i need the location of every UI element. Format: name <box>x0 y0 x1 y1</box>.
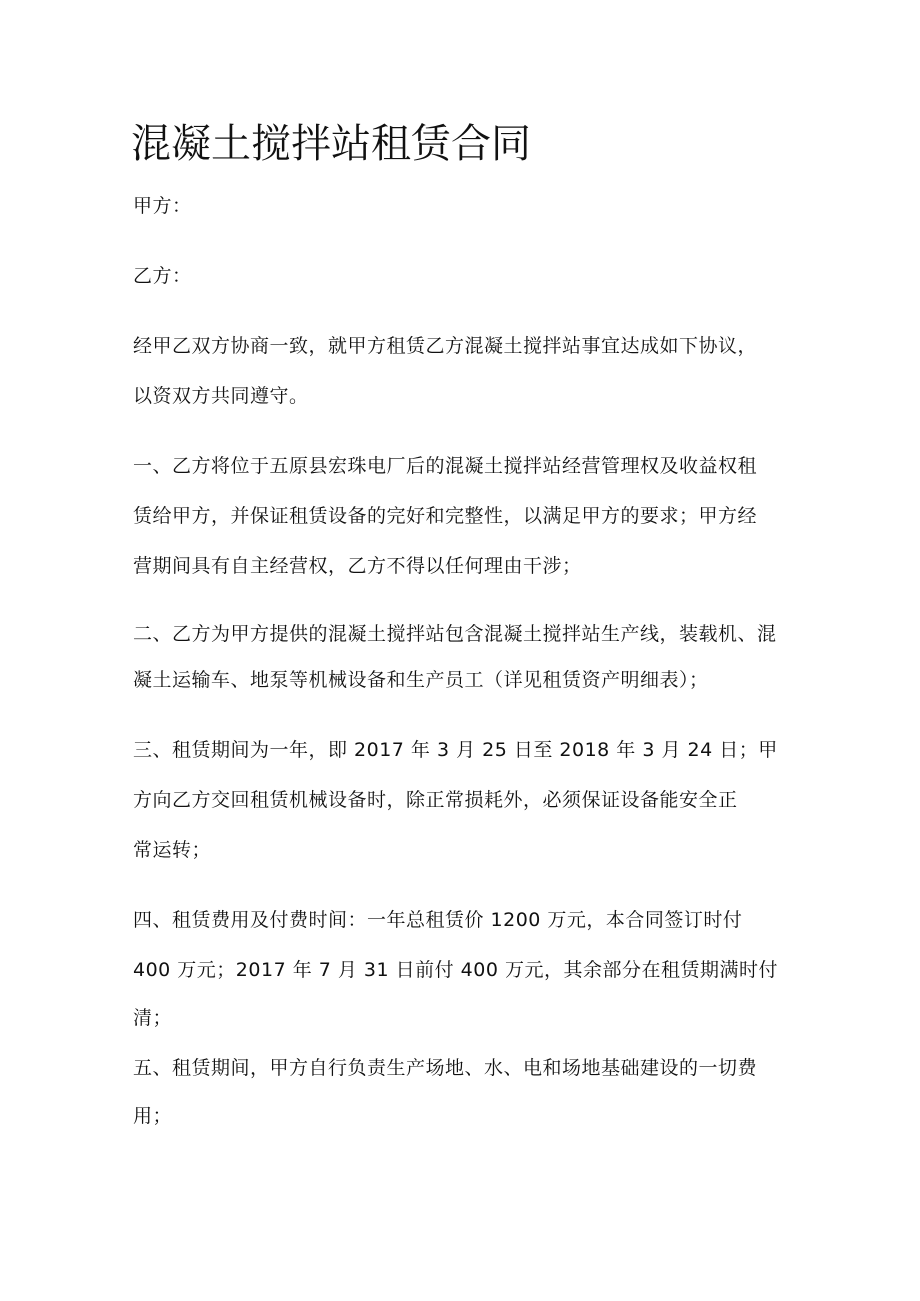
clause-1-line-2: 赁给甲方，并保证租赁设备的完好和完整性，以满足甲方的要求；甲方经 <box>133 505 758 527</box>
clause-2-line-2: 凝土运输车、地泵等机械设备和生产员工（详见租赁资产明细表）； <box>133 669 709 691</box>
clause-1-line-1: 一、乙方将位于五原县宏珠电厂后的混凝土搅拌站经营管理权及收益权租 <box>133 455 758 477</box>
clause-2-line-1: 二、乙方为甲方提供的混凝土搅拌站包含混凝土搅拌站生产线，装载机、混 <box>133 623 777 645</box>
clause-4-line-2: 400 万元；2017 年 7 月 31 日前付 400 万元，其余部分在租赁期满时付 <box>133 959 778 981</box>
clause-3-line-1: 三、租赁期间为一年，即 2017 年 3 月 25 日至 2018 年 3 月 24 日；甲 <box>133 739 778 761</box>
clause-5-line-2: 用； <box>133 1105 173 1127</box>
intro-line-2: 以资双方共同遵守。 <box>133 385 309 407</box>
document-title: 混凝土搅拌站租赁合同 <box>131 121 531 167</box>
intro-line-1: 经甲乙双方协商一致，就甲方租赁乙方混凝土搅拌站事宜达成如下协议， <box>133 335 758 357</box>
clause-4-line-3: 清； <box>133 1007 173 1029</box>
clause-1-line-3: 营期间具有自主经营权，乙方不得以任何理由干涉； <box>133 555 582 577</box>
clause-3-line-3: 常运转； <box>133 839 212 861</box>
clause-5-line-1: 五、租赁期间，甲方自行负责生产场地、水、电和场地基础建设的一切费 <box>133 1057 758 1079</box>
clause-3-line-2: 方向乙方交回租赁机械设备时，除正常损耗外，必须保证设备能安全正 <box>133 789 738 811</box>
clause-4-line-1: 四、租赁费用及付费时间：一年总租赁价 1200 万元，本合同签订时付 <box>133 909 743 931</box>
party-b-label: 乙方： <box>133 265 192 287</box>
party-a-label: 甲方： <box>133 195 192 217</box>
